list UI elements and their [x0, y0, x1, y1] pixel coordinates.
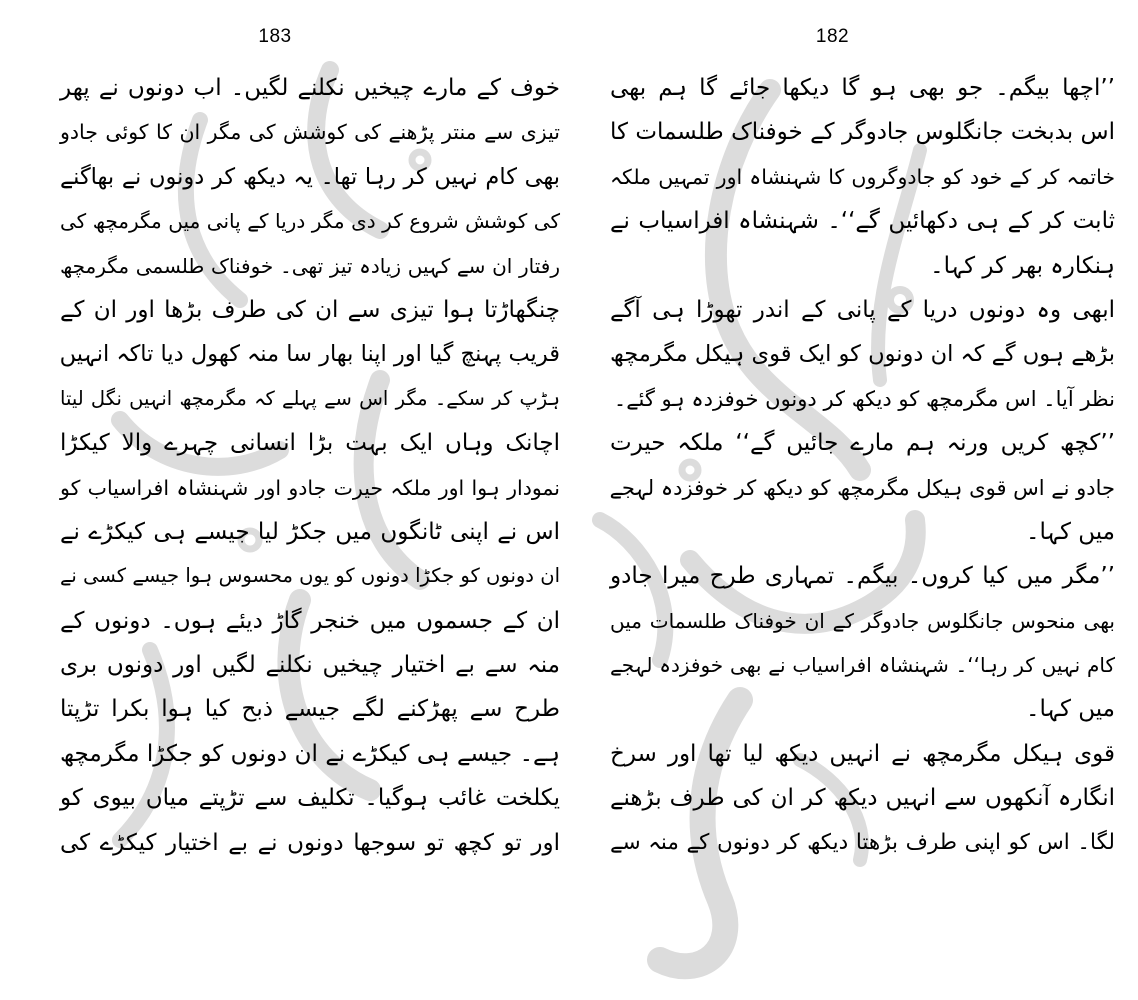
text-line: تیزی سے منتر پڑھنے کی کوشش کی مگر ان کا کوئی جادو	[60, 120, 560, 145]
text-line: خوف کے مارے چیخیں نکلنے لگیں۔ اب دونوں نے پھر	[60, 75, 560, 101]
text-line: طرح سے پھڑکنے لگے جیسے ذبح کیا ہوا بکرا تڑپتا	[60, 696, 560, 723]
text-line: بھی منحوس جانگلوس جادوگر کے ان خوفناک طلسمات میں	[610, 608, 1115, 633]
text-line: ’’اچھا بیگم۔ جو بھی ہو گا دیکھا جائے گا ہم بھی	[610, 75, 1115, 101]
page-number-right: 182	[815, 26, 850, 47]
text-line: کی کوشش شروع کر دی مگر دریا کے پانی میں مگرمچھ کی	[60, 209, 560, 234]
text-line: نظر آیا۔ اس مگرمچھ کو دیکھ کر دونوں خوفزدہ ہو گئے۔	[613, 386, 1115, 411]
text-line: یکلخت غائب ہوگیا۔ تکلیف سے تڑپتے میاں بیوی کو	[60, 785, 560, 812]
text-line: کام نہیں کر رہا‘‘۔ شہنشاہ افراسیاب نے بھی خوفزدہ لہجے	[610, 653, 1115, 678]
text-line: خاتمہ کر کے خود کو جادوگروں کا شہنشاہ اور تمہیں ملکہ	[610, 164, 1115, 189]
text-line: ثابت کر کے ہی دکھائیں گے‘‘۔ شہنشاہ افراسیاب نے	[610, 208, 1115, 235]
text-line: ابھی وہ دونوں دریا کے پانی کے اندر تھوڑا ہی آگے	[610, 296, 1115, 323]
text-line: جادو نے اس قوی ہیکل مگرمچھ کو دیکھ کر خوفزدہ لہجے	[609, 475, 1115, 500]
text-line: ان کے جسموں میں خنجر گاڑ دیئے ہوں۔ دونوں کے	[60, 607, 560, 634]
text-line: رفتار ان سے کہیں زیادہ تیز تھی۔ خوفناک طلسمی مگرمچھ	[60, 253, 560, 278]
right-page-text	[610, 66, 1115, 865]
text-line: ہڑپ کر سکے۔ مگر اس سے پہلے کہ مگرمچھ انہیں نگل لیتا	[60, 386, 560, 410]
text-line: اور تو کچھ تو سوجھا دونوں نے بے اختیار کیکڑے کی	[60, 829, 560, 856]
right-page	[610, 0, 1115, 1000]
text-line: نمودار ہوا اور ملکہ حیرت جادو اور شہنشاہ افراسیاب کو	[60, 475, 560, 500]
text-line: میں کہا۔	[1026, 696, 1115, 723]
text-line: ہنکارہ بھر کر کہا۔	[930, 252, 1115, 279]
text-line: ہے۔ جیسے ہی کیکڑے نے ان دونوں کو جکڑا مگرمچھ	[60, 740, 560, 767]
page-number-left: 183	[258, 26, 292, 47]
text-line: ان دونوں کو جکڑا دونوں کو یوں محسوس ہوا جیسے کسی نے	[60, 564, 560, 588]
text-line: لگا۔ اس کو اپنی طرف بڑھتا دیکھ کر دونوں کے منہ سے	[610, 829, 1115, 855]
text-line: چنگھاڑتا ہوا تیزی سے ان کی طرف بڑھا اور ان کے	[60, 296, 560, 323]
text-line: اس بدبخت جانگلوس جادوگر کے خوفناک طلسمات کا	[610, 119, 1115, 146]
text-line: ’’کچھ کریں ورنہ ہم مارے جائیں گے‘‘ ملکہ حیرت	[610, 430, 1115, 457]
left-page	[60, 0, 560, 1000]
text-line: قریب پہنچ گیا اور اپنا بھار سا منہ کھول دیا تاکہ انہیں	[59, 341, 560, 368]
text-line: بڑھے ہوں گے کہ ان دونوں کو ایک قوی ہیکل مگرمچھ	[610, 341, 1115, 368]
text-line: اس نے اپنی ٹانگوں میں جکڑ لیا جیسے ہی کیکڑے نے	[60, 518, 560, 545]
text-line: بھی کام نہیں کر رہا تھا۔ یہ دیکھ کر دونوں نے بھاگنے	[60, 163, 560, 190]
text-line: میں کہا۔	[1026, 518, 1115, 545]
text-line: قوی ہیکل مگرمچھ نے انہیں دیکھ لیا تھا اور سرخ	[610, 740, 1115, 767]
text-line: منہ سے بے اختیار چیخیں نکلنے لگیں اور دونوں بری	[60, 652, 560, 679]
text-line: ’’مگر میں کیا کروں۔ بیگم۔ تمہاری طرح میرا جادو	[610, 563, 1115, 590]
left-page-text	[60, 66, 560, 865]
text-line: اچانک وہاں ایک بہت بڑا انسانی چہرے والا کیکڑا	[60, 430, 560, 457]
text-line: انگارہ آنکھوں سے انہیں دیکھ کر ان کی طرف بڑھنے	[610, 785, 1115, 812]
